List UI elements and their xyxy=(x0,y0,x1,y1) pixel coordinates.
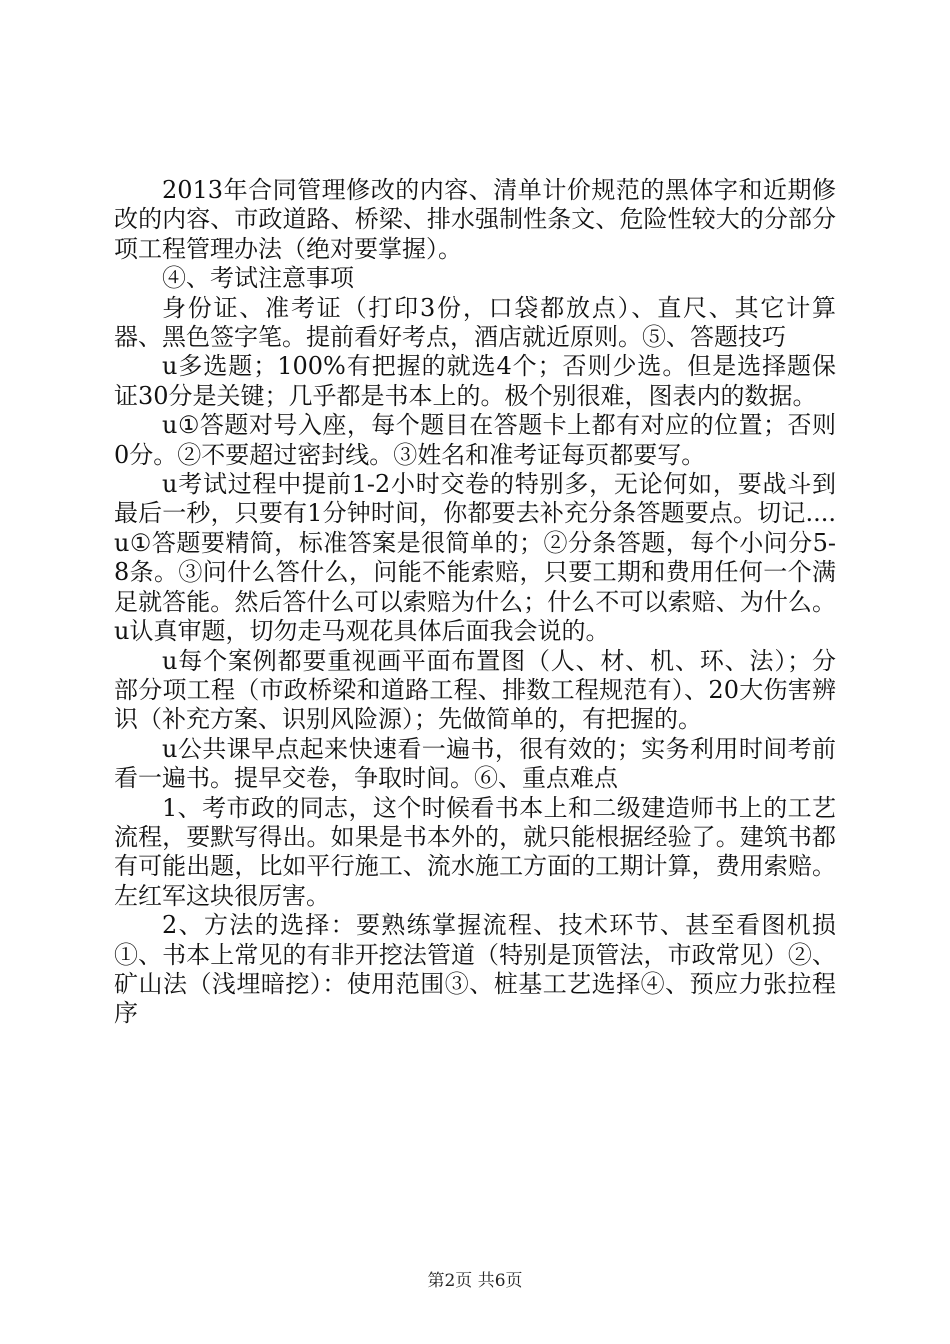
paragraph: u考试过程中提前1-2小时交卷的特别多，无论何如，要战斗到最后一秒，只要有1分钟时间，你都要去补充分条答题要点。切记....u①答题要精简，标准答案是很简单的；②分条答题，每个小问分5-8条。③问什么答什么，问能不能索赔，只要工期和费用任何一个满足就答能。然后答什么可以索赔为什么；什么不可以索赔、为什么。u认真审题，切勿走马观花具体后面我会说的。 xyxy=(114,470,836,646)
page-number-footer: 第2页 共6页 xyxy=(427,1271,523,1291)
section-heading-exam-notes: ④、考试注意事项 xyxy=(162,264,354,293)
paragraph: 2、方法的选择：要熟练掌握流程、技术环节、甚至看图机损①、书本上常见的有非开挖法管道（特别是顶管法，市政常见）②、矿山法（浅埋暗挖）：使用范围③、桩基工艺选择④、预应力张拉程序 xyxy=(114,911,836,1028)
document-body xyxy=(114,176,836,1029)
paragraph: 1、考市政的同志，这个时候看书本上和二级建造师书上的工艺流程，要默写得出。如果是书本外的，就只能根据经验了。建筑书都有可能出题，比如平行施工、流水施工方面的工期计算，费用索赔。左红军这块很厉害。 xyxy=(114,793,836,910)
paragraph: u多选题；100%有把握的就选4个；否则少选。但是选择题保证30分是关键；几乎都是书本上的。极个别很难，图表内的数据。 xyxy=(114,352,836,410)
paragraph: u①答题对号入座，每个题目在答题卡上都有对应的位置；否则0分。②不要超过密封线。③姓名和准考证每页都要写。 xyxy=(114,411,836,469)
paragraph: u每个案例都要重视画平面布置图（人、材、机、环、法）；分部分项工程（市政桥梁和道路工程、排数工程规范有）、20大伤害辨识（补充方案、识别风险源）；先做简单的，有把握的。 xyxy=(114,646,836,734)
paragraph: 2013年合同管理修改的内容、清单计价规范的黑体字和近期修改的内容、市政道路、桥梁、排水强制性条文、危险性较大的分部分项工程管理办法（绝对要掌握）。 xyxy=(114,176,836,263)
paragraph: u公共课早点起来快速看一遍书，很有效的；实务利用时间考前看一遍书。提早交卷，争取时间。⑥、重点难点 xyxy=(114,734,836,793)
paragraph: 身份证、准考证（打印3份，口袋都放点）、直尺、其它计算器、黑色签字笔。提前看好考点，酒店就近原则。⑤、答题技巧 xyxy=(114,293,836,352)
